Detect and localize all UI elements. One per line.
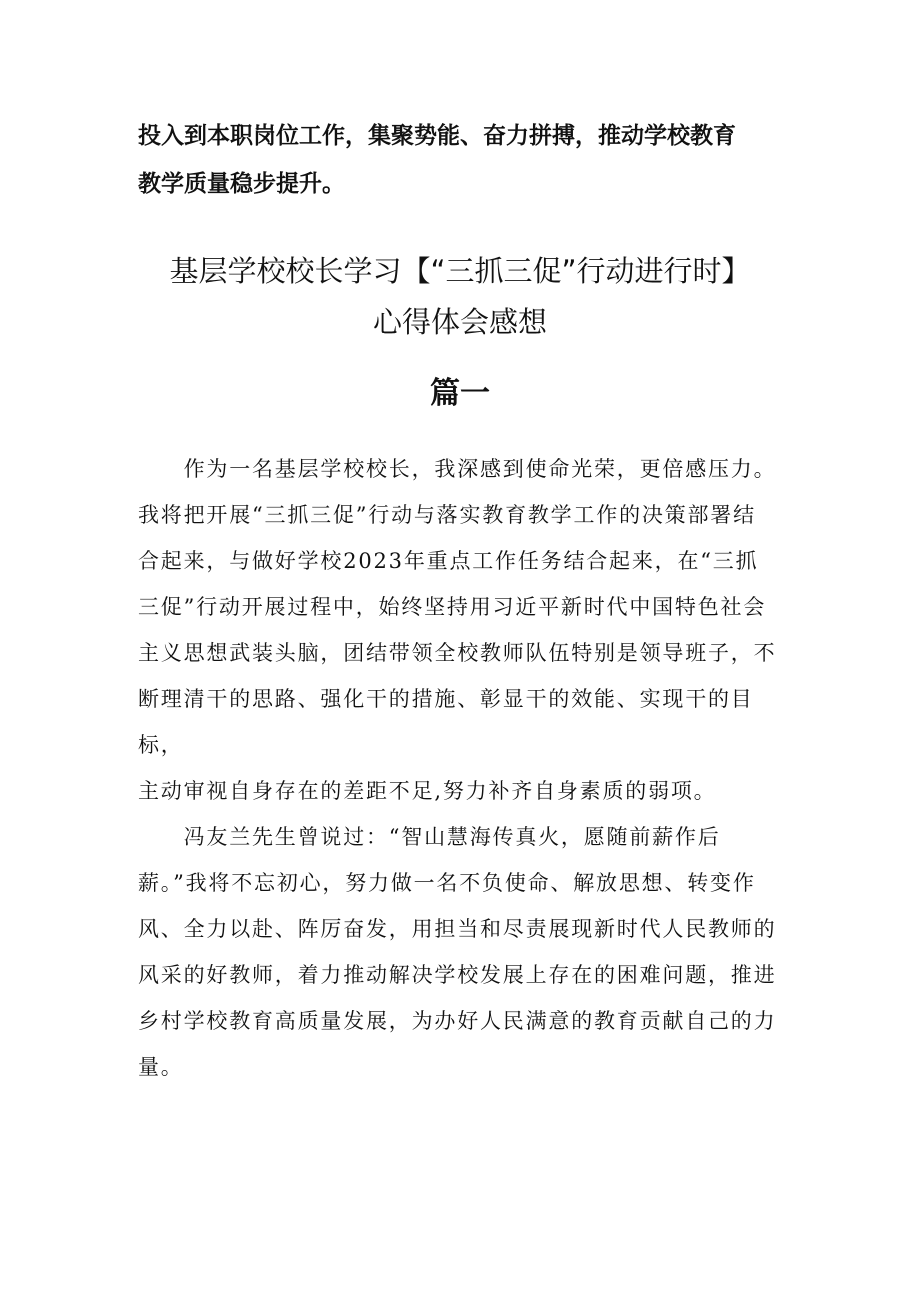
body-line: 主动审视自身存在的差距不足,努力补齐自身素质的弱项。 <box>138 779 717 803</box>
body-line: 作为一名基层学校校长，我深感到使命光荣，更倍感压力。 <box>138 457 777 481</box>
document-title <box>100 246 820 348</box>
body-line: 主义思想武装头脑，团结带领全校教师队伍特别是领导班子，不 <box>138 641 777 665</box>
section-heading: 篇一 <box>430 376 490 411</box>
body-line: 断理清干的思路、强化干的措施、彰显干的效能、实现干的目标， <box>138 687 754 757</box>
body-line: 合起来，与做好学校2023年重点工作任务结合起来，在“三抓 <box>138 549 759 573</box>
title-line: 心得体会感想 <box>372 305 547 339</box>
intro-line: 教学质量稳步提升。 <box>138 171 345 197</box>
body-line: 风采的好教师，着力推动解决学校发展上存在的困难问题，推进 <box>138 963 777 987</box>
intro-line: 投入到本职岗位工作，集聚势能、奋力拼搏，推动学校教育 <box>138 123 736 149</box>
intro-paragraph <box>138 112 798 208</box>
title-line: 基层学校校长学习【“三抓三促”行动进行时】 <box>169 254 751 288</box>
body-line: 冯友兰先生曾说过：“智山慧海传真火，愿随前薪作后 <box>138 825 721 849</box>
body-line: 我将把开展“三抓三促”行动与落实教育教学工作的决策部署结 <box>138 503 756 527</box>
body-line: 三促”行动开展过程中，始终坚持用习近平新时代中国特色社会 <box>138 595 767 619</box>
body-line: 风、全力以赴、阵厉奋发，用担当和尽责展现新时代人民教师的 <box>138 917 777 941</box>
body-paragraphs <box>138 446 798 1090</box>
body-line: 乡村学校教育高质量发展，为办好人民满意的教育贡献自己的力 <box>138 1009 777 1033</box>
body-line: 薪。”我将不忘初心，努力做一名不负使命、解放思想、转变作 <box>138 871 756 895</box>
body-line: 量。 <box>138 1055 184 1079</box>
